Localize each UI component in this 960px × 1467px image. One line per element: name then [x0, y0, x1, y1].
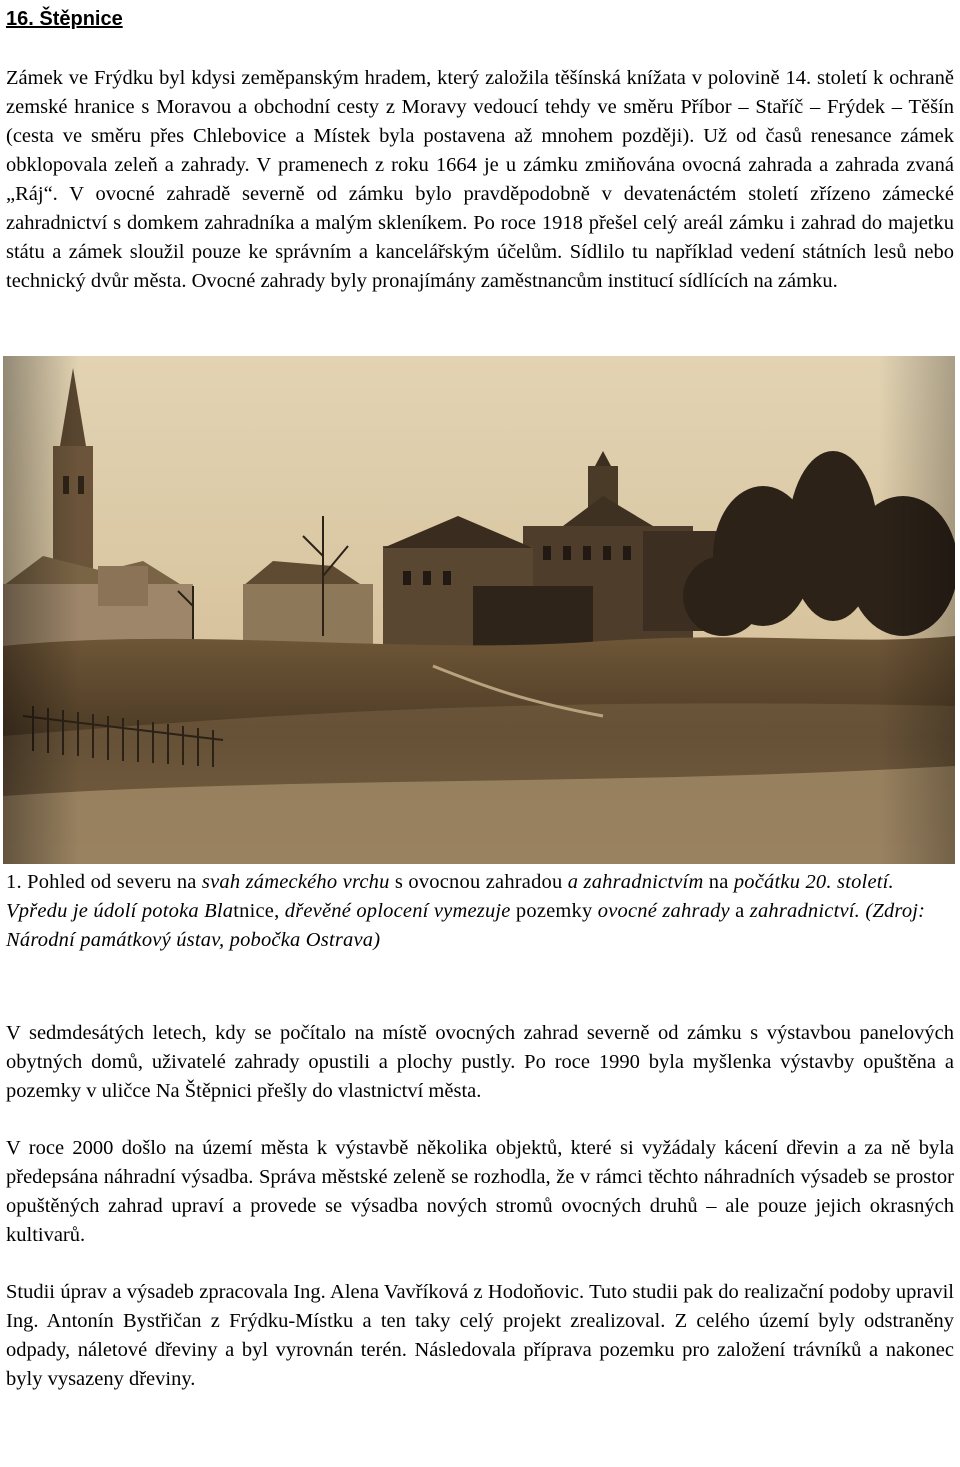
body-paragraph: Studii úprav a výsadeb zpracovala Ing. Alena Vavříková z Hodoňovic. Tuto studii pak do realizační podoby upravil Ing. Antonín Bystřičan z Frýdku-Místku a ten taky celý projekt zrealizoval. Z celého území byly odstraněny odpady, náletové dřeviny a byl vyrovnán terén. Následovala příprava pozemku pro založení trávníků a nakonec byly vysazeny dřeviny.	[6, 1281, 954, 1390]
caption-part: dřevěné oplocení vymezuje	[284, 900, 511, 922]
caption-part: zahradnictví. (Zdroj: Národní památkový ústav, pobočka Ostrava)	[6, 900, 926, 951]
caption-part: a	[729, 900, 750, 922]
caption-part: na	[703, 871, 734, 893]
caption-part: ovocné zahrady	[597, 900, 730, 922]
caption-part: počátku 20. století. Vpředu je údolí potoka Bla	[6, 871, 894, 922]
caption-part: svah zámeckého vrchu	[201, 871, 390, 893]
intro-paragraph: Zámek ve Frýdku byl kdysi zeměpanským hradem, který založila těšínská knížata v polovině 14. století k ochraně zemské hranice s Moravou a obchodní cesty z Moravy vedoucí tehdy ve směru Příbor – Staříč – Frýdek – Těšín (cesta ve směru přes Chlebovice a Místek byla postavena až mnohem později). Už od časů renesance zámek obklopovala zeleň a zahrady. V pramenech z roku 1664 je u zámku zmiňována ovocná zahrada a zahrada zvaná „Ráj“. V ovocné zahradě severně od zámku bylo pravděpodobně v devatenáctém století zřízeno zámecké zahradnictví s domkem zahradníka a malým skleníkem. Po roce 1918 přešel celý areál zámku i zahrad do majetku státu a zámek sloužil pouze ke správním a kancelářským účelům. Sídlilo tu například vedení státních lesů nebo technický dvůr města. Ovocné zahrady byly pronajímány zaměstnancům institucí sídlících na zámku.	[6, 67, 954, 292]
photo-illustration	[3, 356, 955, 864]
caption-part: s ovocnou zahradou	[389, 871, 568, 893]
caption-part: tnice,	[233, 900, 285, 922]
caption-part: pozemky	[510, 900, 598, 922]
body-paragraph: V sedmdesátých letech, kdy se počítalo na místě ovocných zahrad severně od zámku s výstavbou panelových obytných domů, uživatelé zahrady opustili a plochy pustly. Po roce 1990 byla myšlenka výstavby opuštěna a pozemky v uličce Na Štěpnici přešly do vlastnictví města.	[6, 1022, 954, 1102]
section-heading: 16. Štěpnice	[6, 8, 123, 30]
body-paragraph: V roce 2000 došlo na území města k výstavbě několika objektů, které si vyžádaly kácení dřevin a za ně byla předepsána náhradní výsadba. Správa městské zeleně se rozhodla, že v rámci těchto náhradních výsadeb se prostor opuštěných zahrad upraví a provede se výsadba nových stromů ovocných druhů – ale pouze jejich okrasných kultivarů.	[6, 1137, 954, 1246]
caption-part: a zahradnictvím	[567, 871, 704, 893]
document-page	[6, 0, 954, 1394]
historic-photo	[3, 356, 955, 864]
photo-caption	[6, 868, 954, 955]
caption-part: 1. Pohled od severu na	[6, 871, 202, 893]
